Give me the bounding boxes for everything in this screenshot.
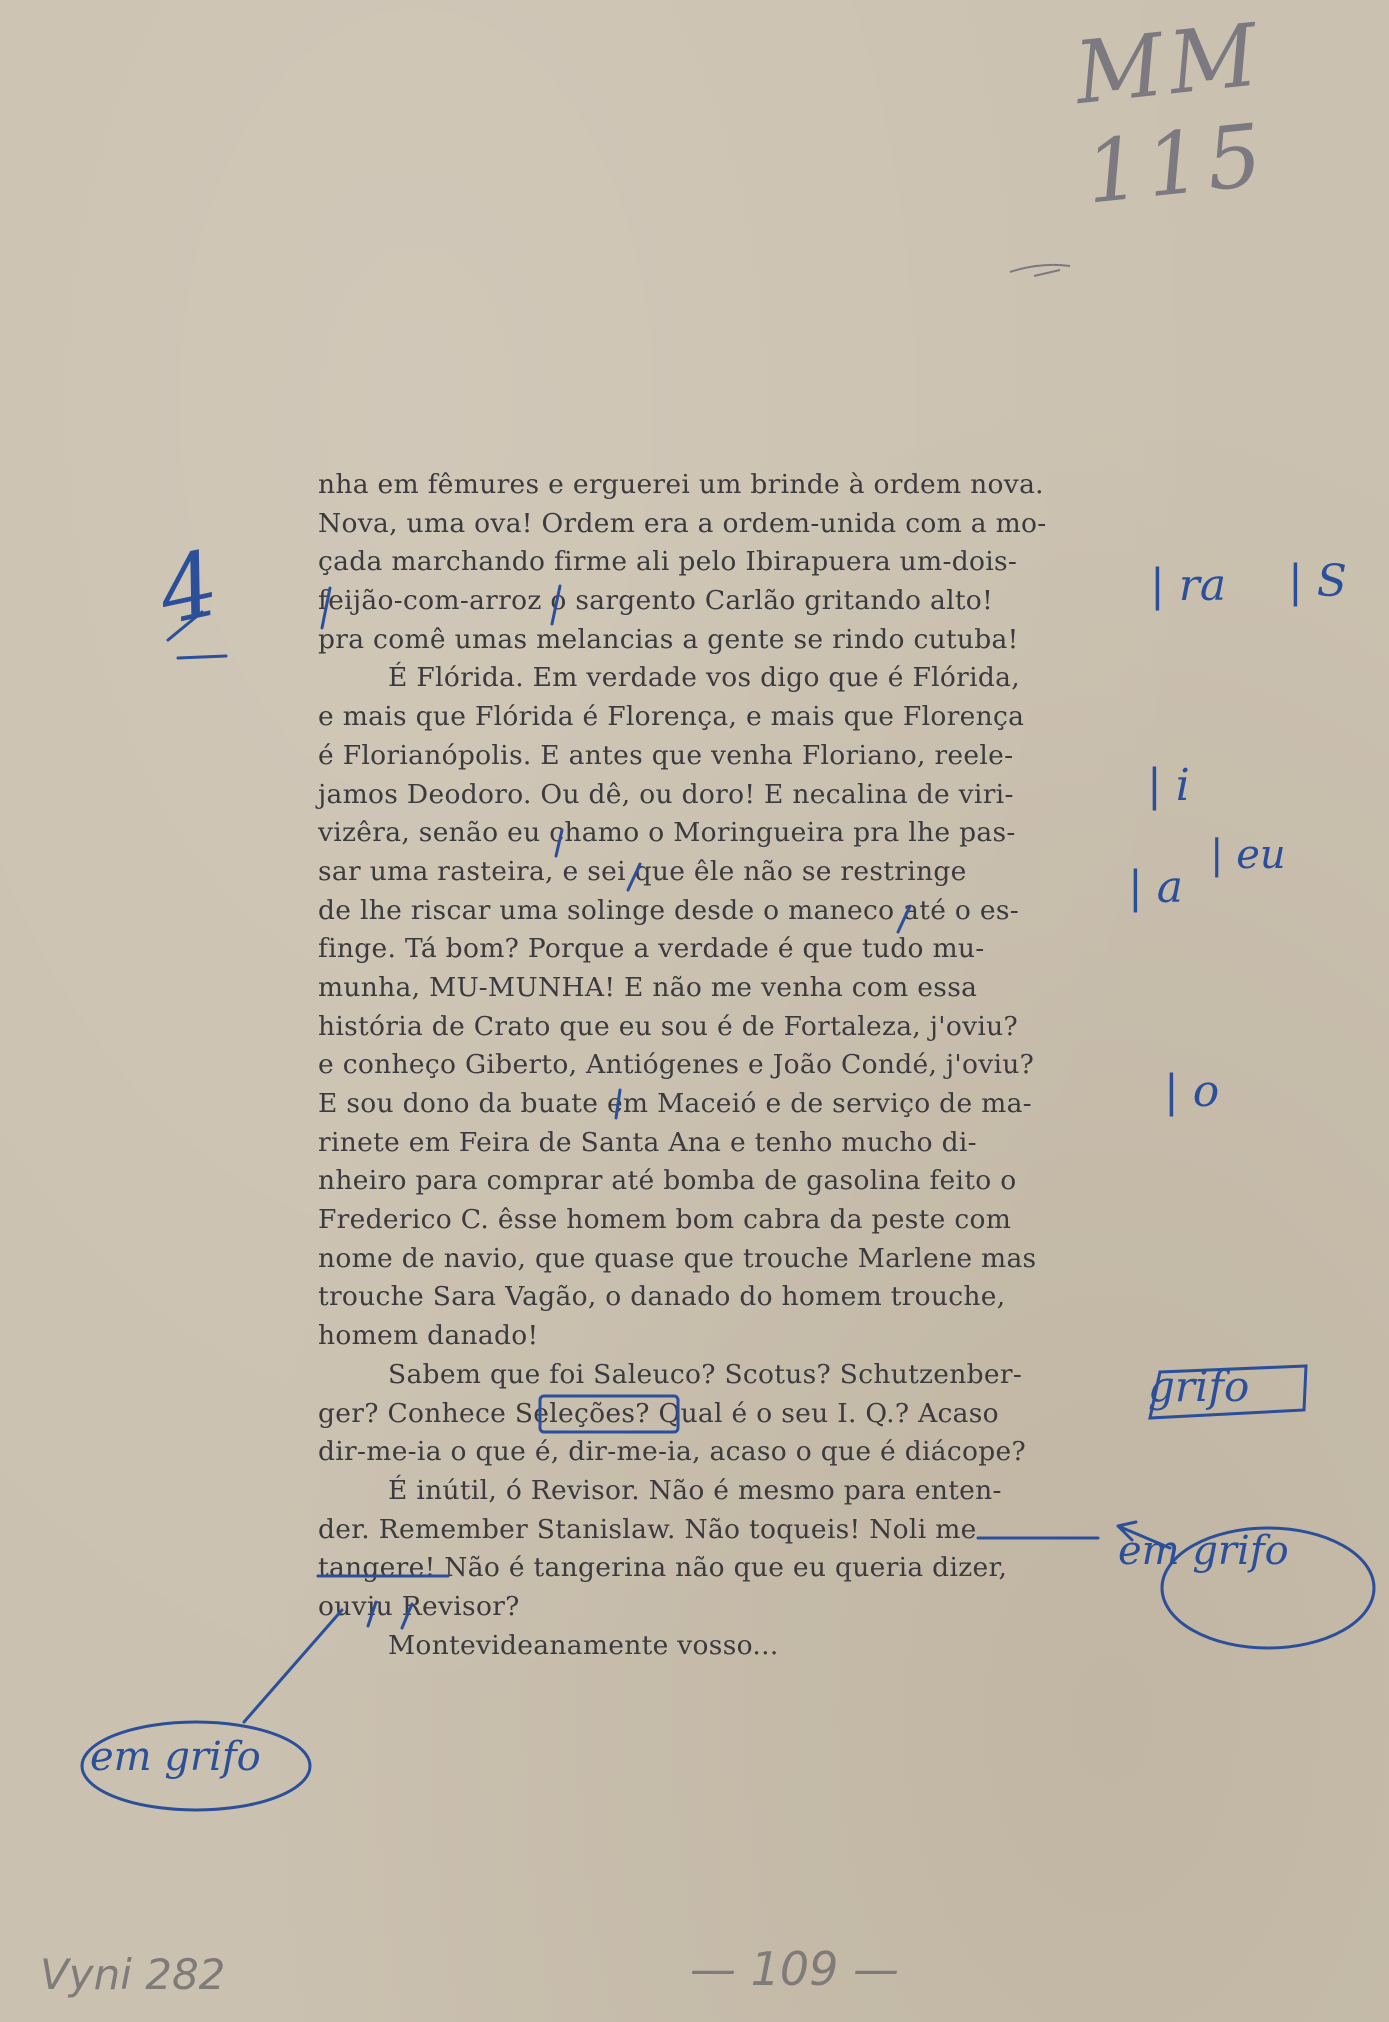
margin-note-em-grifo-right: em grifo bbox=[1118, 1528, 1289, 1574]
text-line: çada marchando firme ali pelo Ibirapuera um-dois- bbox=[318, 546, 1018, 578]
text-line: feijão-com-arroz o sargento Carlão gritando alto! bbox=[318, 585, 994, 617]
archive-stamp: MM 115 bbox=[1070, 5, 1273, 224]
margin-note-eu: | eu bbox=[1210, 832, 1286, 878]
margin-note-ra: | ra bbox=[1150, 560, 1227, 611]
text-line: Sabem que foi Saleuco? Scotus? Schutzenber- bbox=[388, 1358, 1023, 1390]
text-line: Frederico C. êsse homem bom cabra da peste com bbox=[318, 1204, 1012, 1236]
margin-note-a: | a bbox=[1128, 862, 1184, 913]
top-scribble-icon bbox=[1010, 265, 1070, 276]
text-line: homem danado! bbox=[318, 1320, 539, 1352]
text-line: nha em fêmures e erguerei um brinde à ordem nova. bbox=[318, 469, 1044, 500]
text-line: nome de navio, que quase que trouche Marlene mas bbox=[318, 1242, 1037, 1274]
text-line: tangere! Não é tangerina não que eu queria dizer, bbox=[318, 1552, 1008, 1584]
margin-note-grifo: grifo bbox=[1148, 1362, 1250, 1411]
text-line: história de Crato que eu sou é de Fortaleza, j'oviu? bbox=[318, 1010, 1019, 1042]
text-line: sar uma rasteira, e sei que êle não se restringe bbox=[318, 855, 967, 887]
closing-line: Montevideanamente vosso... bbox=[388, 1629, 779, 1661]
margin-note-i: | i bbox=[1147, 760, 1190, 811]
margin-mark-left: 4 bbox=[149, 531, 228, 646]
text-line: dir-me-ia o que é, dir-me-ia, acaso o que é diácope? bbox=[318, 1436, 1027, 1468]
text-line: É Flórida. Em verdade vos digo que é Flórida, bbox=[388, 662, 1021, 694]
text-line: nheiro para comprar até bomba de gasolina feito o bbox=[318, 1165, 1017, 1197]
text-line: e conheço Giberto, Antiógenes e João Condé, j'oviu? bbox=[318, 1049, 1035, 1081]
pencil-note-bottom: Vyni 282 bbox=[40, 1950, 226, 1999]
text-line: de lhe riscar uma solinge desde o maneco até o es- bbox=[318, 894, 1020, 926]
margin-note-s: | S bbox=[1288, 556, 1347, 607]
text-line: der. Remember Stanislaw. Não toqueis! Noli me bbox=[318, 1513, 977, 1545]
text-line: jamos Deodoro. Ou dê, ou doro! E necalina de viri- bbox=[318, 778, 1014, 810]
page-number: — 109 — bbox=[690, 1942, 900, 1996]
text-line: Nova, uma ova! Ordem era a ordem-unida com a mo- bbox=[318, 507, 1047, 539]
margin-note-o: | o bbox=[1164, 1066, 1220, 1117]
text-line: É inútil, ó Revisor. Não é mesmo para enten- bbox=[388, 1474, 1002, 1506]
text-line: finge. Tá bom? Porque a verdade é que tudo mu- bbox=[318, 933, 985, 965]
text-line: pra comê umas melancias a gente se rindo cutuba! bbox=[318, 623, 1019, 655]
text-line: rinete em Feira de Santa Ana e tenho mucho di- bbox=[318, 1126, 977, 1158]
text-line: ouviu Revisor? bbox=[318, 1590, 520, 1622]
text-line: munha, MU-MUNHA! E não me venha com essa bbox=[318, 971, 978, 1003]
text-line: E sou dono da buate em Maceió e de serviço de ma- bbox=[318, 1088, 1032, 1119]
text-line: trouche Sara Vagão, o danado do homem trouche, bbox=[318, 1281, 1006, 1313]
typed-text bbox=[318, 466, 1098, 1665]
text-line: e mais que Flórida é Florença, e mais que Florença bbox=[318, 701, 1025, 733]
text-line: vizêra, senão eu chamo o Moringueira pra lhe pas- bbox=[318, 817, 1016, 849]
margin-note-em-grifo-left: em grifo bbox=[90, 1734, 261, 1780]
text-line: ger? Conhece Seleções? Qual é o seu I. Q.? Acaso bbox=[318, 1397, 999, 1429]
text-line: é Florianópolis. E antes que venha Floriano, reele- bbox=[318, 739, 1014, 771]
